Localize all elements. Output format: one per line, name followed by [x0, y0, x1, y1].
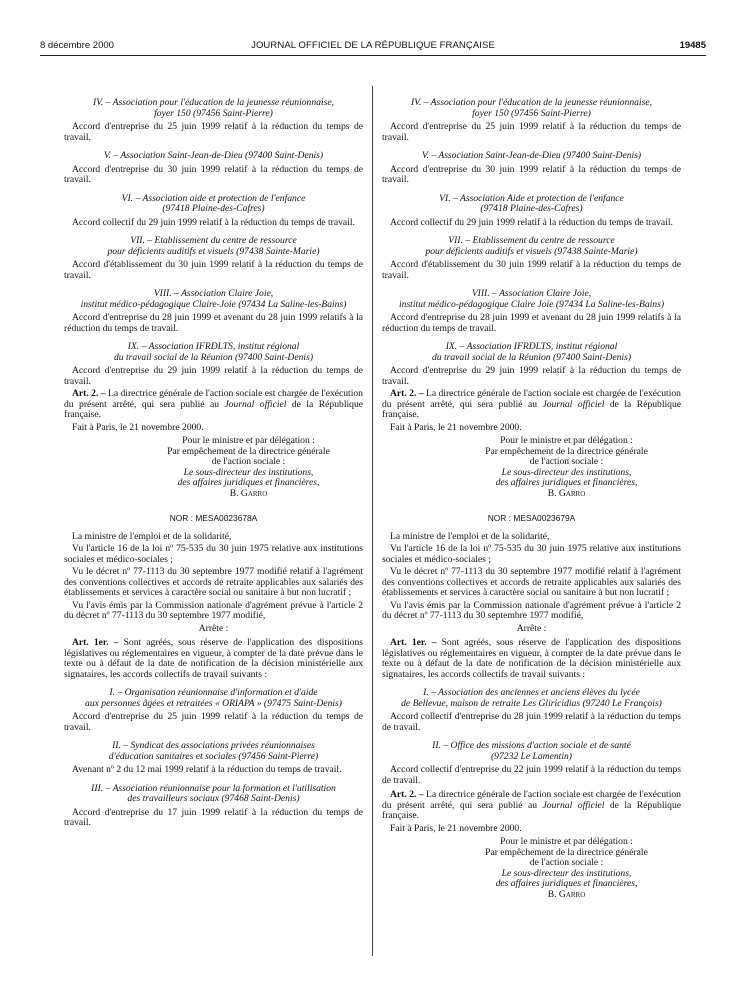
section-title-line: I. – Organisation réunionnaise d'information et d'aide	[109, 687, 318, 698]
section-text: Avenant nº 2 du 12 mai 1999 relatif à la réduction du temps de travail.	[72, 764, 342, 775]
section-title	[64, 98, 363, 119]
section-title-line: aux personnes âgées et retraitées « ORIAPA » (97475 Saint-Denis)	[85, 697, 342, 709]
section-title	[64, 151, 363, 162]
section-title-line: VI. – Association aide et protection de l'enfance	[121, 192, 306, 204]
article-2-text-end: de la République française.	[382, 799, 682, 821]
article-2-text: La directrice générale de l'action sociale est chargée de l'exécution du présent arrêté, qui sera publié au	[64, 388, 363, 410]
preamble-para: Vu le décret nº 77-1113 du 30 septembre 1977 modifié relatif à l'agrément des conventions collectives et accords de retraite applicables aux salariés des établissements et services à caractère social ou sanitaire à but non lucratif ;	[382, 566, 681, 598]
arrete-heading: Arrête :	[516, 622, 547, 634]
left-items-top	[64, 98, 363, 387]
article-1-label: Art. 1er. –	[390, 637, 437, 648]
left-items-bottom	[64, 688, 363, 829]
section-title-line: (97418 Plaine-des-Cafres)	[480, 203, 583, 214]
section-title	[64, 236, 363, 257]
sig-line: Pour le ministre et par délégation :	[182, 435, 315, 446]
section-text: Accord d'entreprise du 30 juin 1999 relatif à la réduction du temps de travail.	[64, 163, 363, 185]
section-title-line: V. – Association Saint-Jean-de-Dieu (97400 Saint-Denis)	[103, 150, 324, 161]
section-title-line: VI. – Association Aide et protection de l'enfance	[439, 192, 624, 204]
preamble-para: Vu l'article 16 de la loi nº 75-535 du 30 juin 1975 relative aux institutions sociales et médico-sociales ;	[382, 543, 681, 565]
section-title	[382, 688, 681, 709]
journal-officiel-ref: Journal officiel	[542, 398, 605, 410]
column-divider	[372, 86, 373, 956]
article-2	[382, 790, 681, 822]
section-title	[382, 98, 681, 119]
signatory-name: B. Garro	[547, 888, 586, 900]
section-title-line: IV. – Association pour l'éducation de la jeunesse réunionnaise,	[411, 97, 652, 108]
section-title-line: IX. – Association IFRDLTS, institut régional	[445, 341, 618, 352]
signatory-name: B. Garro	[229, 487, 268, 499]
fait-a-paris: Fait à Paris, le 21 novembre 2000.	[390, 421, 522, 433]
sig-line: Pour le ministre et par délégation :	[500, 836, 633, 847]
section-text: Accord d'établissement du 30 juin 1999 relatif à la réduction du temps de travail.	[382, 259, 681, 281]
sig-line-italic: Le sous-directeur des institutions,	[501, 466, 632, 478]
section-title	[382, 741, 681, 762]
article-2-text-end: de la République française.	[382, 398, 682, 420]
sig-line-italic: des affaires juridiques et financières,	[177, 477, 320, 488]
signatory-name: B. Garro	[547, 487, 586, 499]
signature-block	[134, 436, 363, 499]
right-items-top	[382, 98, 681, 387]
preamble-para: Vu l'avis émis par la Commission nationale d'agrément prévue à l'article 2 du décret nº 77-1113 du 30 septembre 1977 modifié,	[382, 599, 681, 621]
fait-a-paris: Fait à Paris, le 21 novembre 2000.	[390, 822, 522, 834]
right-items-bottom	[382, 688, 681, 786]
section-title-line: de Bellevue, maison de retraite Les Gliricidias (97240 Le François)	[401, 697, 662, 709]
journal-officiel-ref: Journal officiel	[224, 398, 287, 410]
article-2-text: La directrice générale de l'action sociale est chargée de l'exécution du présent arrêté, qui sera publié au	[382, 388, 681, 410]
article-2-label: Art. 2. –	[390, 789, 424, 800]
sig-line: Par empêchement de la directrice générale	[485, 445, 648, 457]
article-1	[382, 638, 681, 680]
section-title-line: du travail social de la Réunion (97400 Saint-Denis)	[113, 351, 314, 363]
section-title-line: IV. – Association pour l'éducation de la jeunesse réunionnaise,	[93, 97, 334, 108]
section-text: Accord collectif d'entreprise du 22 juin 1999 relatif à la réduction du temps de travail.	[382, 764, 681, 786]
left-column	[64, 90, 363, 831]
section-title	[64, 194, 363, 215]
preamble-para: Vu le décret nº 77-1113 du 30 septembre 1977 modifié relatif à l'agrément des conventions collectives et accords de retraite applicables aux salariés des établissements et services à caractère social ou sanitaire à but non lucratif ;	[64, 566, 363, 598]
section-text: Accord collectif d'entreprise du 28 juin 1999 relatif à la réduction du temps de travail.	[382, 711, 681, 733]
section-text: Accord d'entreprise du 25 juin 1999 relatif à la réduction du temps de travail.	[64, 711, 363, 733]
sig-line: Par empêchement de la directrice générale	[485, 846, 648, 858]
section-title-line: institut médico-pédagogique Claire Joie (97434 La Saline-les-Bains)	[398, 298, 665, 310]
section-title-line: foyer 150 (97456 Saint-Pierre)	[472, 107, 591, 119]
sig-line-italic: Le sous-directeur des institutions,	[501, 867, 632, 879]
preamble-para: La ministre de l'emploi et de la solidarité,	[72, 530, 232, 542]
section-text: Accord collectif du 29 juin 1999 relatif à la réduction du temps de travail.	[72, 216, 355, 228]
sig-line-italic: des affaires juridiques et financières,	[495, 477, 638, 488]
signature-block	[452, 436, 681, 499]
section-title-line: III. – Association réunionnaise pour la formation et l'utilisation	[91, 782, 336, 794]
section-title	[64, 784, 363, 805]
article-1-text: Sont agréés, sous réserve de l'application des dispositions législatives ou réglementaires en vigueur, à compter de la date prévue dans le texte ou à défaut de la date de notification de la décision ministérielle aux signataires, les accords collectifs de travail suivants :	[382, 637, 681, 680]
journal-officiel-ref: Journal officiel	[542, 799, 605, 811]
section-text: Accord d'entreprise du 28 juin 1999 et avenant du 28 juin 1999 relatifs à la réduction du temps de travail.	[382, 312, 681, 334]
section-title	[64, 342, 363, 363]
sig-line: de l'action sociale :	[211, 456, 286, 467]
sig-line: Pour le ministre et par délégation :	[500, 435, 633, 446]
header-rule	[40, 55, 706, 56]
page-header	[40, 40, 706, 56]
nor-reference: NOR : MESA0023678A	[169, 513, 258, 523]
sig-line: de l'action sociale :	[529, 857, 604, 868]
section-title-line: II. – Syndicat des associations privées réunionnaises	[112, 740, 315, 751]
article-2-text-end: de la République française.	[64, 398, 364, 420]
section-title-line: (97232 Le Lamentin)	[490, 750, 572, 762]
section-text: Accord d'entreprise du 28 juin 1999 et avenant du 28 juin 1999 relatifs à la réduction du temps de travail.	[64, 312, 363, 334]
section-text: Accord collectif du 29 juin 1999 relatif à la réduction du temps de travail.	[390, 216, 673, 228]
section-text: Accord d'entreprise du 30 juin 1999 relatif à la réduction du temps de travail.	[382, 163, 681, 185]
article-2-label: Art. 2. –	[390, 388, 424, 399]
section-title-line: VIII. – Association Claire Joie,	[471, 288, 592, 299]
section-title-line: VII. – Etablissement du centre de ressource	[448, 235, 615, 246]
section-title-line: VII. – Etablissement du centre de ressource	[130, 235, 297, 246]
section-title-line: institut médico-pédagogique Claire-Joie (97434 La Saline-les-Bains)	[80, 298, 347, 310]
article-2-label: Art. 2. –	[72, 388, 106, 399]
nor-reference: NOR : MESA0023679A	[487, 513, 576, 523]
header-date: 8 décembre 2000	[40, 40, 114, 51]
preamble-para: La ministre de l'emploi et de la solidarité,	[390, 530, 550, 542]
section-text: Accord d'entreprise du 25 juin 1999 relatif à la réduction du temps de travail.	[64, 121, 363, 143]
journal-title: JOURNAL OFFICIEL DE LA RÉPUBLIQUE FRANÇAISE	[251, 40, 495, 51]
section-title-line: IX. – Association IFRDLTS, institut régional	[127, 341, 300, 352]
section-title	[382, 342, 681, 363]
section-title	[382, 151, 681, 162]
section-title	[64, 688, 363, 709]
section-text: Accord d'entreprise du 29 juin 1999 relatif à la réduction du temps de travail.	[382, 365, 681, 387]
section-title-line: des travailleurs sociaux (97468 Saint-Denis)	[127, 793, 300, 804]
section-title-line: (97418 Plaine-des-Cafres)	[162, 203, 265, 214]
preamble-para: Vu l'avis émis par la Commission nationale d'agrément prévue à l'article 2 du décret nº 77-1113 du 30 septembre 1977 modifié,	[64, 599, 363, 621]
fait-a-paris: Fait à Paris, le 21 novembre 2000.	[72, 421, 204, 433]
section-title-line: foyer 150 (97456 Saint-Pierre)	[154, 107, 273, 119]
article-2	[382, 389, 681, 421]
section-title	[382, 194, 681, 215]
section-text: Accord d'établissement du 30 juin 1999 relatif à la réduction du temps de travail.	[64, 259, 363, 281]
article-1	[64, 638, 363, 680]
section-title-line: VIII. – Association Claire Joie,	[153, 288, 274, 299]
section-title-line: du travail social de la Réunion (97400 Saint-Denis)	[431, 351, 632, 363]
section-title-line: d'éducation sanitaires et sociales (97456 Saint-Pierre)	[108, 750, 319, 762]
sig-line-italic: Le sous-directeur des institutions,	[183, 466, 314, 478]
sig-line: Par empêchement de la directrice générale	[167, 445, 330, 457]
section-title	[64, 289, 363, 310]
section-title	[382, 236, 681, 257]
section-text: Accord d'entreprise du 29 juin 1999 relatif à la réduction du temps de travail.	[64, 365, 363, 387]
arrete-heading: Arrête :	[198, 622, 229, 634]
signature-block	[452, 837, 681, 900]
article-1-text: Sont agréés, sous réserve de l'application des dispositions législatives ou réglementaires en vigueur, à compter de la date prévue dans le texte ou à défaut de la date de notification de la décision ministérielle aux signataires, les accords collectifs de travail suivants :	[64, 637, 363, 680]
sig-line-italic: des affaires juridiques et financières,	[495, 878, 638, 889]
article-2-text: La directrice générale de l'action sociale est chargée de l'exécution du présent arrêté, qui sera publié au	[382, 789, 681, 811]
section-title	[64, 741, 363, 762]
article-1-label: Art. 1er. –	[72, 637, 119, 648]
section-text: Accord d'entreprise du 17 juin 1999 relatif à la réduction du temps de travail.	[64, 806, 363, 828]
section-title	[382, 289, 681, 310]
section-text: Accord d'entreprise du 25 juin 1999 relatif à la réduction du temps de travail.	[382, 121, 681, 143]
sig-line: de l'action sociale :	[529, 456, 604, 467]
section-title-line: V. – Association Saint-Jean-de-Dieu (97400 Saint-Denis)	[421, 150, 642, 161]
section-title-line: II. – Office des missions d'action sociale et de santé	[432, 740, 631, 751]
page-number: 19485	[679, 40, 706, 51]
section-title-line: pour déficients auditifs et visuels (97438 Sainte-Marie)	[107, 245, 320, 257]
preamble-para: Vu l'article 16 de la loi nº 75-535 du 30 juin 1975 relative aux institutions sociales et médico-sociales ;	[64, 543, 363, 565]
section-title-line: pour déficients auditifs et visuels (97438 Sainte-Marie)	[425, 245, 638, 257]
section-title-line: I. – Association des anciennes et anciens élèves du lycée	[423, 687, 640, 698]
right-column	[382, 90, 681, 900]
article-2	[64, 389, 363, 421]
